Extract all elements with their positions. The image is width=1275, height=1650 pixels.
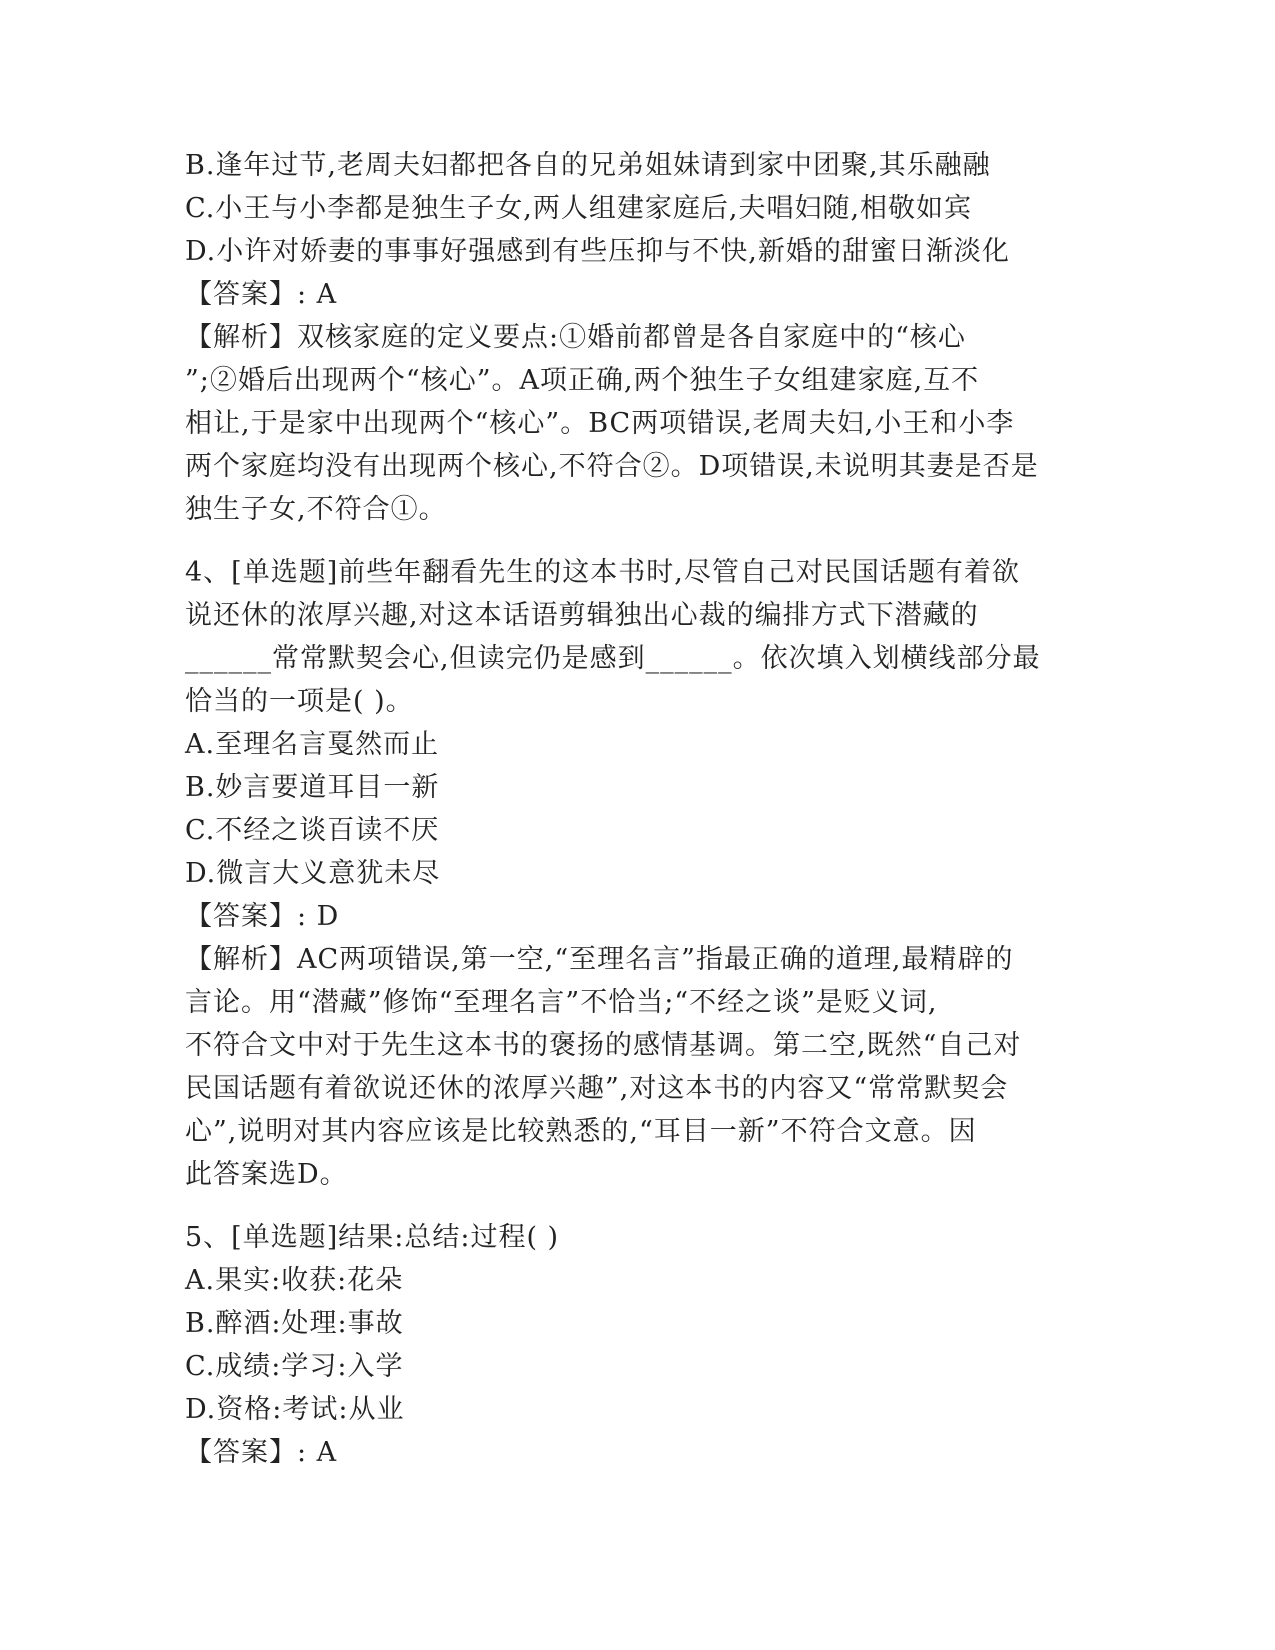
q3-analysis-line: 【解析】双核家庭的定义要点:①婚前都曾是各自家庭中的“核心 — [185, 322, 966, 353]
q3-answer: 【答案】: A — [185, 279, 338, 310]
q3-option-d: D.小许对娇妻的事事好强感到有些压抑与不快,新婚的甜蜜日渐淡化 — [185, 236, 1010, 267]
q4-option-d: D.微言大义意犹未尽 — [185, 858, 441, 889]
q4-option-b: B.妙言要道耳目一新 — [185, 772, 440, 803]
q4-analysis-line: 心”,说明对其内容应该是比较熟悉的,“耳目一新”不符合文意。因 — [185, 1116, 977, 1147]
q4-stem-line: ______常常默契会心,但读完仍是感到______。依次填入划横线部分最 — [185, 643, 1041, 674]
q3-analysis-line: 独生子女,不符合①。 — [185, 494, 447, 525]
section-spacer — [185, 531, 1085, 551]
q4-stem-line: 说还休的浓厚兴趣,对这本话语剪辑独出心裁的编排方式下潜藏的 — [185, 600, 979, 631]
q3-analysis-line: ”;②婚后出现两个“核心”。A项正确,两个独生子女组建家庭,互不 — [185, 365, 980, 396]
q3-analysis-line: 两个家庭均没有出现两个核心,不符合②。D项错误,未说明其妻是否是 — [185, 451, 1039, 482]
q5-stem: 5、[单选题]结果:总结:过程( ) — [185, 1222, 560, 1253]
q3-analysis-line: 相让,于是家中出现两个“核心”。BC两项错误,老周夫妇,小王和小李 — [185, 408, 1015, 439]
q4-analysis-line: 民国话题有着欲说还休的浓厚兴趣”,对这本书的内容又“常常默契会 — [185, 1073, 1009, 1104]
q5-option-b: B.醉酒:处理:事故 — [185, 1308, 404, 1339]
q5-option-d: D.资格:考试:从业 — [185, 1394, 405, 1425]
q3-option-b: B.逢年过节,老周夫妇都把各自的兄弟姐妹请到家中团聚,其乐融融 — [185, 150, 991, 181]
q4-analysis-line: 不符合文中对于先生这本书的褒扬的感情基调。第二空,既然“自己对 — [185, 1030, 1022, 1061]
q4-analysis-line: 此答案选D。 — [185, 1159, 348, 1190]
q5-answer: 【答案】: A — [185, 1437, 338, 1468]
section-spacer — [185, 1196, 1085, 1216]
q4-answer: 【答案】: D — [185, 901, 340, 932]
q4-option-a: A.至理名言戛然而止 — [185, 729, 440, 760]
q4-stem-line: 4、[单选题]前些年翻看先生的这本书时,尽管自己对民国话题有着欲 — [185, 557, 1020, 588]
q4-stem-line: 恰当的一项是( )。 — [185, 686, 414, 717]
q4-analysis-line: 【解析】AC两项错误,第一空,“至理名言”指最正确的道理,最精辟的 — [185, 944, 1014, 975]
q5-option-a: A.果实:收获:花朵 — [185, 1265, 404, 1296]
q4-option-c: C.不经之谈百读不厌 — [185, 815, 440, 846]
document-content — [185, 144, 1085, 1474]
q5-option-c: C.成绩:学习:入学 — [185, 1351, 404, 1382]
q3-option-c: C.小王与小李都是独生子女,两人组建家庭后,夫唱妇随,相敬如宾 — [185, 193, 973, 224]
q4-analysis-line: 言论。用“潜藏”修饰“至理名言”不恰当;“不经之谈”是贬义词, — [185, 987, 938, 1018]
